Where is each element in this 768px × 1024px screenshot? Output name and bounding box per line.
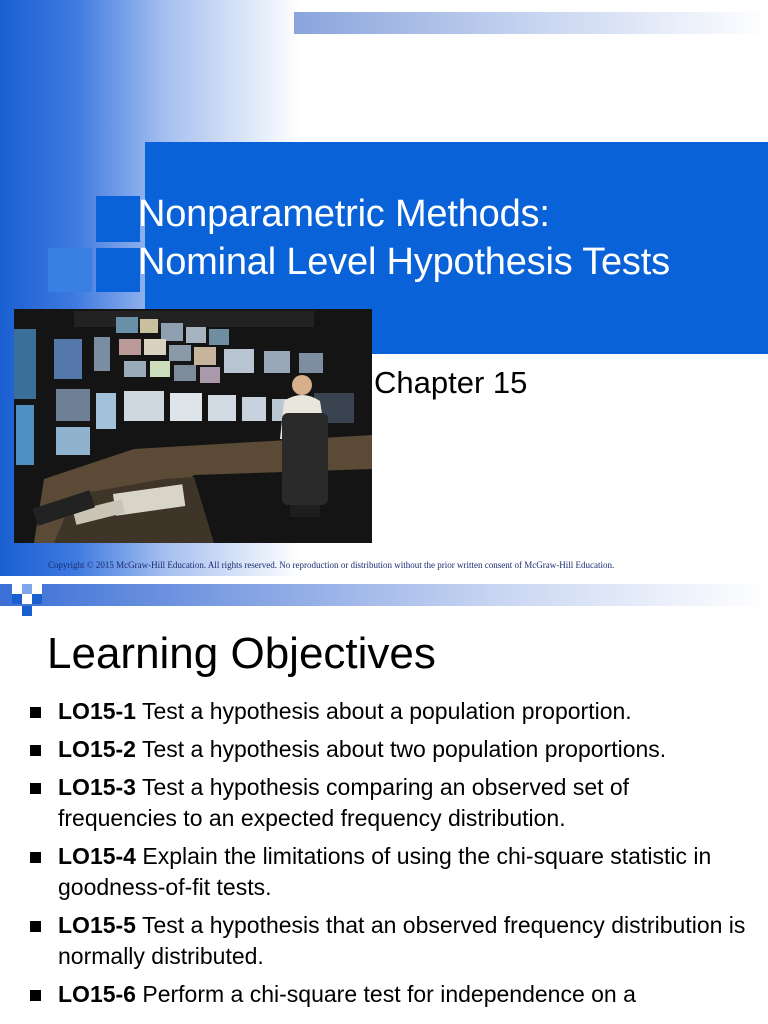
learning-objectives-slide	[0, 576, 768, 1024]
decor-pixel	[22, 594, 32, 604]
list-item	[30, 734, 750, 765]
control-room-illustration	[14, 309, 372, 543]
decor-pixel	[12, 594, 22, 604]
bullet-square-icon	[30, 852, 41, 863]
objective-text: Test a hypothesis about two population proportions.	[135, 736, 667, 762]
decor-square	[48, 248, 92, 292]
chapter-label: Chapter 15	[374, 365, 528, 400]
list-item	[30, 841, 750, 903]
bullet-square-icon	[30, 990, 41, 1001]
title-line-2: Nominal Level Hypothesis Tests	[138, 241, 670, 283]
slide-title	[138, 190, 768, 286]
bullet-square-icon	[30, 783, 41, 794]
list-item	[30, 910, 750, 972]
objective-text: Test a hypothesis comparing an observed set of frequencies to an expected frequency distribution.	[58, 774, 630, 831]
objective-text: Perform a chi-square test for independence on a	[135, 981, 636, 1007]
decor-pixel	[22, 584, 32, 594]
copyright-notice: Copyright © 2015 McGraw-Hill Education. All rights reserved. No reproduction or distribution without the prior written consent of McGraw-Hill Education.	[48, 560, 615, 570]
objective-code: LO15-5	[58, 912, 136, 938]
objective-code: LO15-6	[58, 981, 136, 1007]
list-item	[30, 772, 750, 834]
bullet-square-icon	[30, 707, 41, 718]
objective-code: LO15-1	[58, 698, 136, 724]
slide-heading: Learning Objectives	[47, 629, 436, 678]
objective-text: Test a hypothesis that an observed frequency distribution is normally distributed.	[58, 912, 746, 969]
bullet-square-icon	[30, 745, 41, 756]
decor-pixel	[22, 606, 32, 616]
top-gradient-bar	[294, 12, 768, 34]
decor-pixel	[12, 584, 22, 594]
decor-pixel	[32, 584, 42, 594]
decor-pixel	[32, 594, 42, 604]
decor-square	[96, 248, 140, 292]
control-room-photo	[14, 309, 372, 543]
objective-text: Explain the limitations of using the chi-square statistic in goodness-of-fit tests.	[58, 843, 712, 900]
bullet-square-icon	[30, 921, 41, 932]
objective-code: LO15-4	[58, 843, 136, 869]
objective-text: Test a hypothesis about a population proportion.	[135, 698, 632, 724]
objectives-list	[30, 696, 750, 1017]
objective-code: LO15-3	[58, 774, 136, 800]
objective-code: LO15-2	[58, 736, 136, 762]
title-line-1: Nonparametric Methods:	[138, 193, 550, 235]
list-item	[30, 979, 750, 1010]
list-item	[30, 696, 750, 727]
top-gradient-bar	[0, 584, 768, 606]
decor-square	[96, 196, 140, 242]
